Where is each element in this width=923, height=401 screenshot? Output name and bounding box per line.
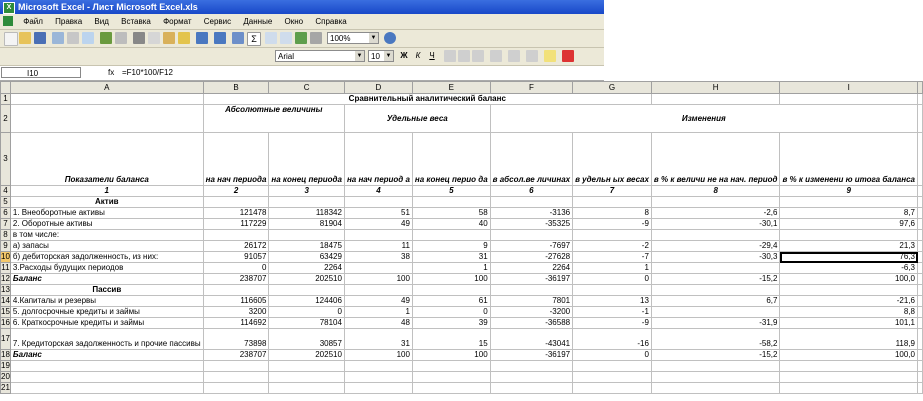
cell[interactable]	[651, 307, 780, 318]
cell[interactable]: -43041	[490, 329, 572, 350]
cell[interactable]: 0	[573, 350, 652, 361]
cell[interactable]: -9	[573, 219, 652, 230]
cell[interactable]: 114692	[203, 318, 269, 329]
cell[interactable]: 30857	[269, 329, 345, 350]
table-row	[1, 197, 923, 208]
cell[interactable]: 5. долгосрочные кредиты и займы	[10, 307, 203, 318]
cell[interactable]: -3136	[490, 208, 572, 219]
menu-file[interactable]: Файл	[23, 17, 43, 26]
cell[interactable]: -36197	[490, 274, 572, 285]
cell[interactable]: -58,2	[651, 329, 780, 350]
standard-toolbar	[0, 30, 604, 48]
undo-icon[interactable]	[196, 32, 208, 44]
table-row	[1, 230, 923, 241]
sort-ascending-icon[interactable]	[265, 32, 277, 44]
workbook-icon[interactable]	[3, 16, 13, 26]
cell[interactable]: 6. Краткосрочные кредиты и займы	[10, 318, 203, 329]
cell[interactable]: 2. Оборотные активы	[10, 219, 203, 230]
cell[interactable]: -31,9	[651, 318, 780, 329]
cell[interactable]: -16	[573, 329, 652, 350]
row-header[interactable]: 6	[1, 208, 11, 219]
menu-data[interactable]: Данные	[243, 17, 273, 26]
row-header[interactable]: 3	[1, 133, 11, 186]
table-row	[1, 274, 923, 285]
font-select[interactable]	[275, 50, 365, 62]
cut-icon[interactable]	[133, 32, 145, 44]
formula-input[interactable]: =F10*100/F12	[122, 68, 173, 77]
menu-view[interactable]: Вид	[94, 17, 109, 26]
cell[interactable]: 0	[203, 263, 269, 274]
column-header-b[interactable]: B	[203, 82, 269, 94]
cell[interactable]: 100,0	[780, 350, 918, 361]
column-header-blank	[918, 82, 923, 94]
cell[interactable]: в абсол.ве личинах	[490, 133, 572, 186]
table-row	[1, 361, 923, 372]
table-row	[1, 372, 923, 383]
paste-icon[interactable]	[163, 32, 175, 44]
cell[interactable]: 100	[412, 350, 490, 361]
cell[interactable]: 49	[344, 219, 412, 230]
cell[interactable]: 1	[412, 263, 490, 274]
cell[interactable]: 117229	[203, 219, 269, 230]
cell[interactable]: на нач периода	[203, 133, 269, 186]
cell[interactable]: 51	[344, 208, 412, 219]
cell[interactable]: 7	[573, 186, 652, 197]
bold-icon[interactable]: Ж	[400, 51, 408, 60]
cell[interactable]: -21,6	[780, 296, 918, 307]
cell[interactable]: -2,6	[651, 208, 780, 219]
cell[interactable]: 124406	[269, 296, 345, 307]
cell[interactable]: -35325	[490, 219, 572, 230]
row-header[interactable]: 19	[1, 361, 10, 370]
table-row	[1, 133, 923, 186]
cell[interactable]: 97,6	[780, 219, 918, 230]
sort-descending-icon[interactable]	[280, 32, 292, 44]
chart-wizard-icon[interactable]	[295, 32, 307, 44]
save-icon[interactable]	[34, 32, 46, 44]
cell[interactable]: б) дебиторская задолженность, из них:	[10, 252, 203, 263]
cell[interactable]: 78104	[269, 318, 345, 329]
cell[interactable]: -7697	[490, 241, 572, 252]
cell[interactable]: 61	[412, 296, 490, 307]
print-icon[interactable]	[67, 32, 79, 44]
cell[interactable]: -1	[573, 307, 652, 318]
menu-format[interactable]: Формат	[163, 17, 192, 26]
active-cell[interactable]: 76,3	[780, 252, 918, 263]
table-row	[1, 285, 923, 296]
cell[interactable]: 1	[10, 186, 203, 197]
table-row	[1, 186, 923, 197]
cell[interactable]: 100,0	[780, 274, 918, 285]
font-value: Arial	[278, 52, 295, 61]
table-row	[1, 208, 923, 219]
cell[interactable]: на нач период а	[344, 133, 412, 186]
row-header[interactable]: 7	[1, 219, 11, 230]
cell[interactable]: 0	[573, 274, 652, 285]
cell[interactable]: 3.Расходы будущих периодов	[10, 263, 203, 274]
cell[interactable]: 91057	[203, 252, 269, 263]
cell[interactable]: 202510	[269, 350, 345, 361]
menu-bar	[0, 14, 604, 30]
row-header[interactable]: 14	[1, 296, 10, 305]
cell-reference: I10	[27, 69, 39, 78]
cell[interactable]: 4.Капиталы и резервы	[10, 296, 203, 307]
table-row	[1, 105, 923, 133]
cell[interactable]: 26172	[203, 241, 269, 252]
table-row	[1, 329, 923, 350]
cell[interactable]: 118342	[269, 208, 345, 219]
cell[interactable]: 118,9	[780, 329, 918, 350]
permission-icon[interactable]	[52, 32, 64, 44]
help-icon[interactable]	[384, 32, 396, 44]
cell[interactable]: 1	[573, 263, 652, 274]
table-row	[1, 241, 923, 252]
table-row	[1, 318, 923, 329]
cell[interactable]: -36197	[490, 350, 572, 361]
cell[interactable]: 8,7	[780, 208, 918, 219]
header-absolute-values[interactable]: Абсолютные величины	[203, 105, 344, 133]
row-header[interactable]: 20	[1, 372, 10, 381]
cell[interactable]: -29,4	[651, 241, 780, 252]
new-icon[interactable]	[4, 32, 18, 46]
cell[interactable]: 238707	[203, 274, 269, 285]
cell[interactable]: 6	[490, 186, 572, 197]
cell[interactable]: 31	[412, 252, 490, 263]
cell[interactable]: в том числе:	[10, 230, 203, 241]
spelling-icon[interactable]	[100, 32, 112, 44]
cell[interactable]: -2	[573, 241, 652, 252]
sheet-title-cell[interactable]: Сравнительный аналитический баланс	[203, 94, 651, 105]
menu-edit[interactable]: Правка	[55, 17, 83, 26]
cell[interactable]: на конец периода	[269, 133, 345, 186]
cell[interactable]: 31	[344, 329, 412, 350]
table-row	[1, 296, 923, 307]
row-header[interactable]: 10	[1, 252, 10, 261]
cell[interactable]: 100	[344, 274, 412, 285]
cell[interactable]: 13	[573, 296, 652, 307]
section-header-cell[interactable]: Актив	[10, 197, 203, 208]
menu-window[interactable]: Окно	[284, 17, 304, 26]
window-title: Microsoft Excel - Лист Microsoft Excel.xls	[18, 2, 198, 12]
cell[interactable]: 3200	[203, 307, 269, 318]
chevron-down-icon: ▼	[385, 53, 392, 59]
row-header[interactable]: 17	[1, 329, 11, 350]
window-title-bar	[0, 0, 604, 14]
align-left-icon[interactable]	[444, 50, 456, 62]
cell[interactable]: 100	[412, 274, 490, 285]
cell[interactable]: -36588	[490, 318, 572, 329]
cell[interactable]: в % к изменени ю итога баланса	[780, 133, 918, 186]
table-row	[1, 94, 923, 105]
zoom-value: 100%	[330, 34, 351, 43]
cell[interactable]: 63429	[269, 252, 345, 263]
cell[interactable]: -15,2	[651, 274, 780, 285]
cell[interactable]	[651, 263, 780, 274]
fx-icon[interactable]: fx	[108, 68, 115, 77]
chevron-down-icon: ▼	[370, 35, 377, 41]
header-shares[interactable]: Удельные веса	[344, 105, 490, 133]
cell[interactable]: 116605	[203, 296, 269, 307]
cell[interactable]: на конец перио да	[412, 133, 490, 186]
cell[interactable]: 1	[344, 307, 412, 318]
cell[interactable]: -15,2	[651, 350, 780, 361]
cell[interactable]: 18475	[269, 241, 345, 252]
merge-center-icon[interactable]	[490, 50, 502, 62]
open-icon[interactable]	[19, 32, 31, 44]
cell[interactable]: 6,7	[651, 296, 780, 307]
drawing-icon[interactable]	[310, 32, 322, 44]
copy-icon[interactable]	[148, 32, 160, 44]
cell[interactable]	[344, 263, 412, 274]
cell[interactable]: 8,8	[780, 307, 918, 318]
column-header-g[interactable]: G	[573, 82, 652, 94]
cell[interactable]: 9	[780, 186, 918, 197]
column-header-a[interactable]: A	[10, 82, 203, 94]
row-header[interactable]: 11	[1, 263, 10, 272]
cell[interactable]: -6,3	[780, 263, 918, 274]
column-header-h[interactable]: H	[651, 82, 780, 94]
menu-tools[interactable]: Сервис	[203, 17, 232, 26]
format-painter-icon[interactable]	[178, 32, 190, 44]
cell[interactable]: 81904	[269, 219, 345, 230]
cell[interactable]: -9	[573, 318, 652, 329]
chevron-down-icon: ▼	[356, 53, 363, 59]
cell[interactable]: в % к величи не на нач. период	[651, 133, 780, 186]
cell[interactable]: 101,1	[780, 318, 918, 329]
cell[interactable]: в удельн ых весах	[573, 133, 652, 186]
zoom-select[interactable]	[327, 32, 379, 44]
cell[interactable]: -7	[573, 252, 652, 263]
cell[interactable]: -30,3	[651, 252, 780, 263]
row-header[interactable]: 4	[1, 186, 11, 197]
row-header[interactable]: 18	[1, 350, 10, 359]
cell[interactable]: 7801	[490, 296, 572, 307]
row-header[interactable]: 5	[1, 197, 11, 208]
cell[interactable]: 15	[412, 329, 490, 350]
column-header-e[interactable]: E	[412, 82, 490, 94]
column-header-d[interactable]: D	[344, 82, 412, 94]
align-right-icon[interactable]	[472, 50, 484, 62]
cell[interactable]: Баланс	[10, 350, 203, 361]
row-header[interactable]: 21	[1, 383, 10, 392]
cell[interactable]: 8	[651, 186, 780, 197]
header-changes[interactable]: Изменения	[490, 105, 917, 133]
column-header-f[interactable]: F	[490, 82, 572, 94]
hyperlink-icon[interactable]	[232, 32, 244, 44]
cell[interactable]: 100	[344, 350, 412, 361]
menu-insert[interactable]: Вставка	[121, 17, 151, 26]
table-row	[1, 263, 923, 274]
row-header[interactable]: 9	[1, 241, 11, 252]
align-center-icon[interactable]	[458, 50, 470, 62]
select-all-corner[interactable]	[1, 82, 11, 94]
table-row	[1, 383, 923, 394]
redo-icon[interactable]	[214, 32, 226, 44]
cell[interactable]: 73898	[203, 329, 269, 350]
cell[interactable]: 4	[344, 186, 412, 197]
cell[interactable]: 8	[573, 208, 652, 219]
font-size-value: 10	[371, 52, 380, 61]
cell[interactable]: 2264	[269, 263, 345, 274]
cell[interactable]: 9	[412, 241, 490, 252]
cell[interactable]: 39	[412, 318, 490, 329]
cell[interactable]: -27628	[490, 252, 572, 263]
table-row	[1, 307, 923, 318]
cell[interactable]: -3200	[490, 307, 572, 318]
cell[interactable]: 58	[412, 208, 490, 219]
excel-icon: X	[3, 2, 15, 14]
cell[interactable]: 5	[412, 186, 490, 197]
print-preview-icon[interactable]	[82, 32, 94, 44]
italic-icon[interactable]: К	[415, 51, 421, 60]
cell[interactable]: 238707	[203, 350, 269, 361]
formatting-toolbar	[0, 48, 604, 66]
table-row	[1, 252, 923, 263]
underline-icon[interactable]: Ч	[429, 51, 435, 60]
row-header[interactable]: 12	[1, 274, 10, 283]
row-header[interactable]: 16	[1, 318, 10, 327]
table-row	[1, 350, 923, 361]
cell[interactable]: 0	[269, 307, 345, 318]
cell[interactable]: 1. Внеоборотные активы	[10, 208, 203, 219]
fill-color-icon[interactable]	[544, 50, 556, 62]
cell[interactable]: 40	[412, 219, 490, 230]
autosum-icon[interactable]: Σ	[247, 32, 261, 46]
percent-style-icon[interactable]	[508, 50, 520, 62]
formula-bar	[0, 66, 604, 81]
cell[interactable]: Показатели баланса	[10, 133, 203, 186]
name-box[interactable]	[1, 67, 81, 78]
font-size-select[interactable]	[368, 50, 394, 62]
column-header-i[interactable]: I	[780, 82, 918, 94]
cell[interactable]: -30,1	[651, 219, 780, 230]
font-color-icon[interactable]	[562, 50, 574, 62]
row-header[interactable]: 15	[1, 307, 10, 316]
worksheet-grid[interactable]	[0, 81, 923, 394]
cell[interactable]: Баланс	[10, 274, 203, 285]
research-icon[interactable]	[115, 32, 127, 44]
menu-help[interactable]: Справка	[315, 17, 347, 26]
cell[interactable]: 21,3	[780, 241, 918, 252]
cell[interactable]: 121478	[203, 208, 269, 219]
row-header[interactable]: 2	[1, 105, 11, 133]
cell[interactable]: 38	[344, 252, 412, 263]
cell[interactable]: а) запасы	[10, 241, 203, 252]
cell[interactable]: 49	[344, 296, 412, 307]
cell[interactable]: 0	[412, 307, 490, 318]
table-row	[1, 219, 923, 230]
cell[interactable]: 202510	[269, 274, 345, 285]
cell[interactable]: 3	[269, 186, 345, 197]
spreadsheet-table	[0, 81, 923, 394]
column-header-c[interactable]: C	[269, 82, 345, 94]
row-header[interactable]: 13	[1, 285, 10, 294]
cell[interactable]: 48	[344, 318, 412, 329]
section-header-cell[interactable]: Пассив	[10, 285, 203, 296]
cell[interactable]: 7. Кредиторская задолженность и прочие пассивы	[10, 329, 203, 350]
borders-icon[interactable]	[526, 50, 538, 62]
cell[interactable]: 11	[344, 241, 412, 252]
cell[interactable]: 2	[203, 186, 269, 197]
row-header[interactable]: 8	[1, 230, 11, 241]
cell[interactable]: 2264	[490, 263, 572, 274]
row-header[interactable]: 1	[1, 94, 11, 105]
